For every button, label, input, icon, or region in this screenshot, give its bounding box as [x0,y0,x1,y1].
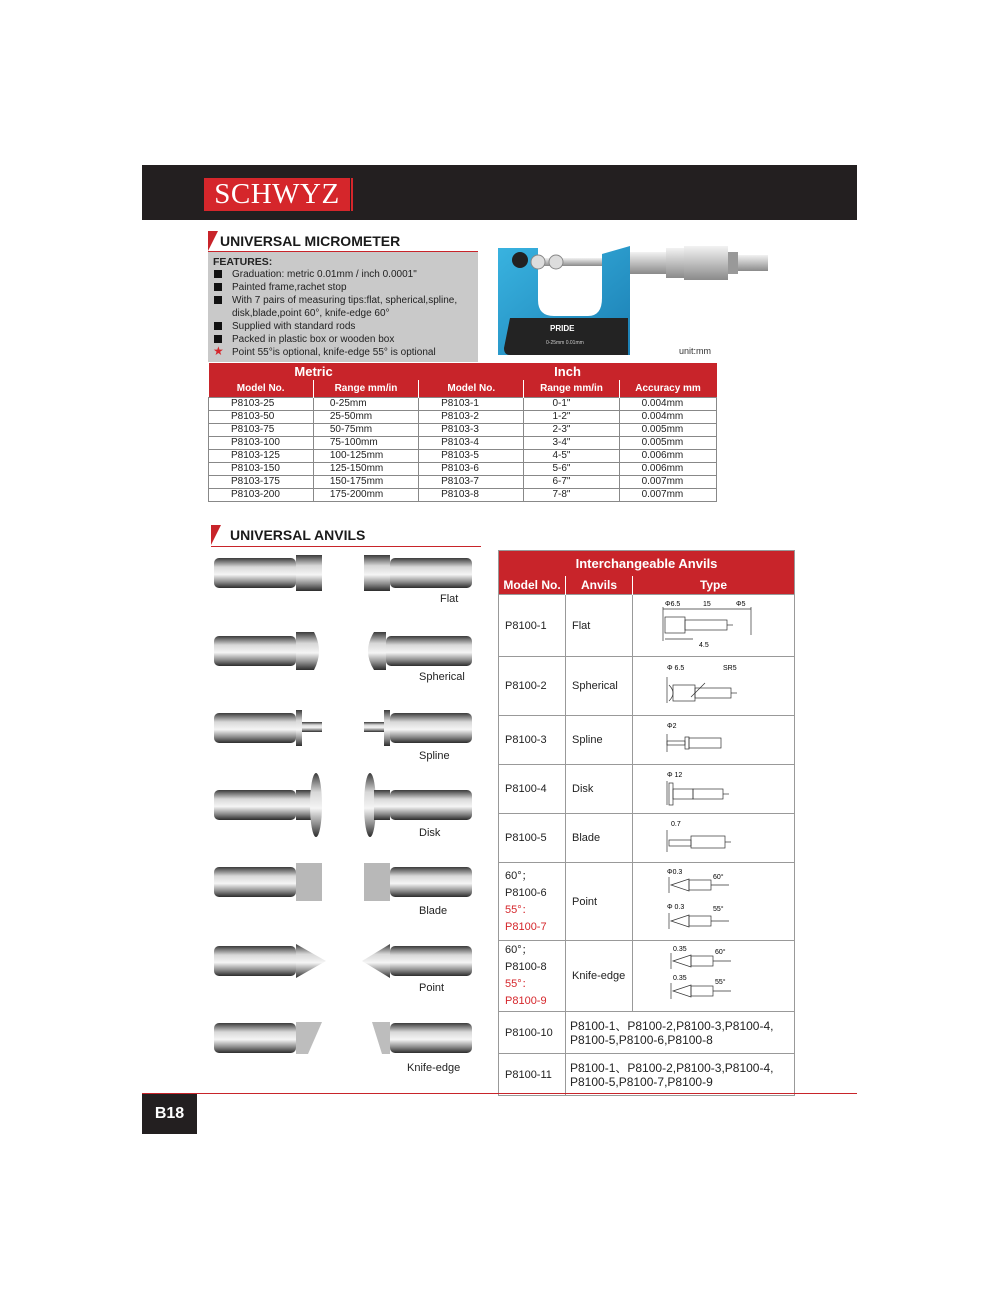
svg-text:15: 15 [703,601,711,608]
svg-text:55°: 55° [713,906,724,913]
anvil-caption: Knife-edge [407,1062,461,1074]
anvil-photos [210,550,480,1075]
table-row: P8103-175 150-175mm P8103-7 6-7" 0.007mm [209,475,717,488]
feature-item: With 7 pairs of measuring tips:flat, spherical,spline, disk,blade,point 60°, knife-edge 60° [214,294,478,320]
section-marker [208,231,218,251]
anvil-caption: Spline [419,750,450,762]
section-title-micrometer: UNIVERSAL MICROMETER [220,233,401,249]
product-range: 0-25mm 0.01mm [546,340,584,346]
table-row: P8103-125 100-125mm P8103-5 4-5" 0.006mm [209,449,717,462]
svg-text:Φ0.3: Φ0.3 [667,869,683,876]
bullet-icon [214,322,222,330]
table-row: P8103-200 175-200mm P8103-8 7-8" 0.007mm [209,488,717,501]
anvil-caption: Flat [440,593,459,605]
feature-item: Painted frame,rachet stop [214,281,478,294]
bullet-icon [214,296,222,304]
table-row: P8103-75 50-75mm P8103-3 2-3" 0.005mm [209,423,717,436]
disk-anvil-right [364,773,472,837]
feature-note: ★ Point 55°is optional, knife-edge 55° is optional [213,344,436,358]
table-row: P8100-5 Blade 0.7 [499,814,795,863]
table-header [209,380,717,397]
footer-line [142,1093,857,1094]
svg-text:Φ 0.3: Φ 0.3 [667,904,685,911]
spline-anvil-left [214,710,322,746]
section-title-anvils: UNIVERSAL ANVILS [230,527,366,543]
anvil-table-header [499,576,795,595]
section-marker [211,525,221,545]
spherical-diagram [633,657,777,712]
svg-text:60°: 60° [715,949,726,956]
col-header: Range mm/in [524,380,619,397]
table-row: 60°； P8100-8 55°： P8100-9 Knife-edge 0.35 60° 0.35 55° [499,941,795,1012]
anvil-table-title-row [499,551,795,576]
blade-anvil-right [364,863,472,901]
flat-diagram [633,595,777,653]
svg-text:0.35: 0.35 [673,975,687,982]
feature-item: Graduation: metric 0.01mm / inch 0.0001" [214,268,478,281]
blade-diagram [633,814,777,859]
svg-text:Φ5: Φ5 [736,601,746,608]
svg-text:Φ6.5: Φ6.5 [665,601,681,608]
svg-text:SR5: SR5 [723,665,737,672]
point-diagram [633,863,777,937]
svg-text:55°: 55° [715,979,726,986]
table-row: P8103-150 125-150mm P8103-6 5-6" 0.006mm [209,462,717,475]
disk-diagram [633,765,777,810]
point-anvil-right [362,944,472,978]
table-group-header [209,363,717,380]
group-metric: Metric [209,363,419,380]
brand-logo: SCHWYZ [204,178,350,211]
svg-text:Φ 6.5: Φ 6.5 [667,665,685,672]
table-row: P8100-4 Disk Φ 12 [499,765,795,814]
table-row: P8100-11 P8100-1、P8100-2,P8100-3,P8100-4, P8100-5,P8100-7,P8100-9 [499,1054,795,1096]
anvil-table [498,550,795,1096]
knife-anvil-left [214,1022,322,1054]
svg-text:Φ2: Φ2 [667,723,677,730]
features-list [214,268,478,359]
section-underline [211,546,481,547]
svg-text:60°: 60° [713,874,724,881]
bullet-icon [214,283,222,291]
knife-edge-diagram [633,941,777,1008]
unit-label: unit:mm [679,346,712,356]
spline-anvil-right [364,710,472,746]
spec-table [208,363,717,502]
spherical-anvil-left [214,632,319,670]
col-header: Accuracy mm [619,380,716,397]
blade-anvil-left [214,863,322,901]
spline-diagram [633,716,777,761]
table-row: P8100-1 Flat Φ6.5 15 Φ5 4.5 [499,595,795,657]
col-header: Type [633,576,795,595]
table-row: P8103-50 25-50mm P8103-2 1-2" 0.004mm [209,410,717,423]
page-number: B18 [142,1094,197,1134]
brand-divider [351,178,353,211]
col-header: Anvils [566,576,633,595]
table-row: P8103-100 75-100mm P8103-4 3-4" 0.005mm [209,436,717,449]
flat-anvil-left [214,555,322,591]
col-header: Range mm/in [313,380,418,397]
table-row: P8103-25 0-25mm P8103-1 0-1" 0.004mm [209,397,717,410]
knife-anvil-right [372,1022,472,1054]
svg-text:0.35: 0.35 [673,946,687,953]
bullet-icon [214,335,222,343]
anvil-table-title: Interchangeable Anvils [499,551,795,576]
svg-text:Φ 12: Φ 12 [667,772,683,779]
feature-item: Packed in plastic box or wooden box [214,333,478,346]
bullet-icon [214,270,222,278]
product-logo: PRIDE [550,324,575,333]
col-header: Model No. [499,576,566,595]
svg-text:4.5: 4.5 [699,642,709,649]
table-row: P8100-10 P8100-1、P8100-2,P8100-3,P8100-4, P8100-5,P8100-6,P8100-8 [499,1012,795,1054]
table-row: P8100-3 Spline Φ2 [499,716,795,765]
micrometer-image [490,238,780,360]
disk-anvil-left [214,773,322,837]
star-icon: ★ [213,344,224,358]
anvil-caption: Point [419,982,445,994]
anvil-caption: Blade [419,905,448,917]
point-anvil-left [214,944,326,978]
spherical-anvil-right [368,632,472,670]
svg-text:0.7: 0.7 [671,821,681,828]
features-label: FEATURES: [213,256,273,268]
anvil-caption: Disk [419,827,441,839]
flat-anvil-right [364,555,472,591]
col-header: Model No. [209,380,314,397]
col-header: Model No. [419,380,524,397]
anvil-caption: Spherical [419,671,465,683]
group-inch: Inch [419,363,717,380]
feature-item: Supplied with standard rods [214,320,478,333]
table-row: P8100-2 Spherical Φ 6.5 SR5 [499,657,795,716]
table-row: 60°； P8100-6 55°： P8100-7 Point Φ0.3 60° Φ 0.3 55° [499,863,795,941]
